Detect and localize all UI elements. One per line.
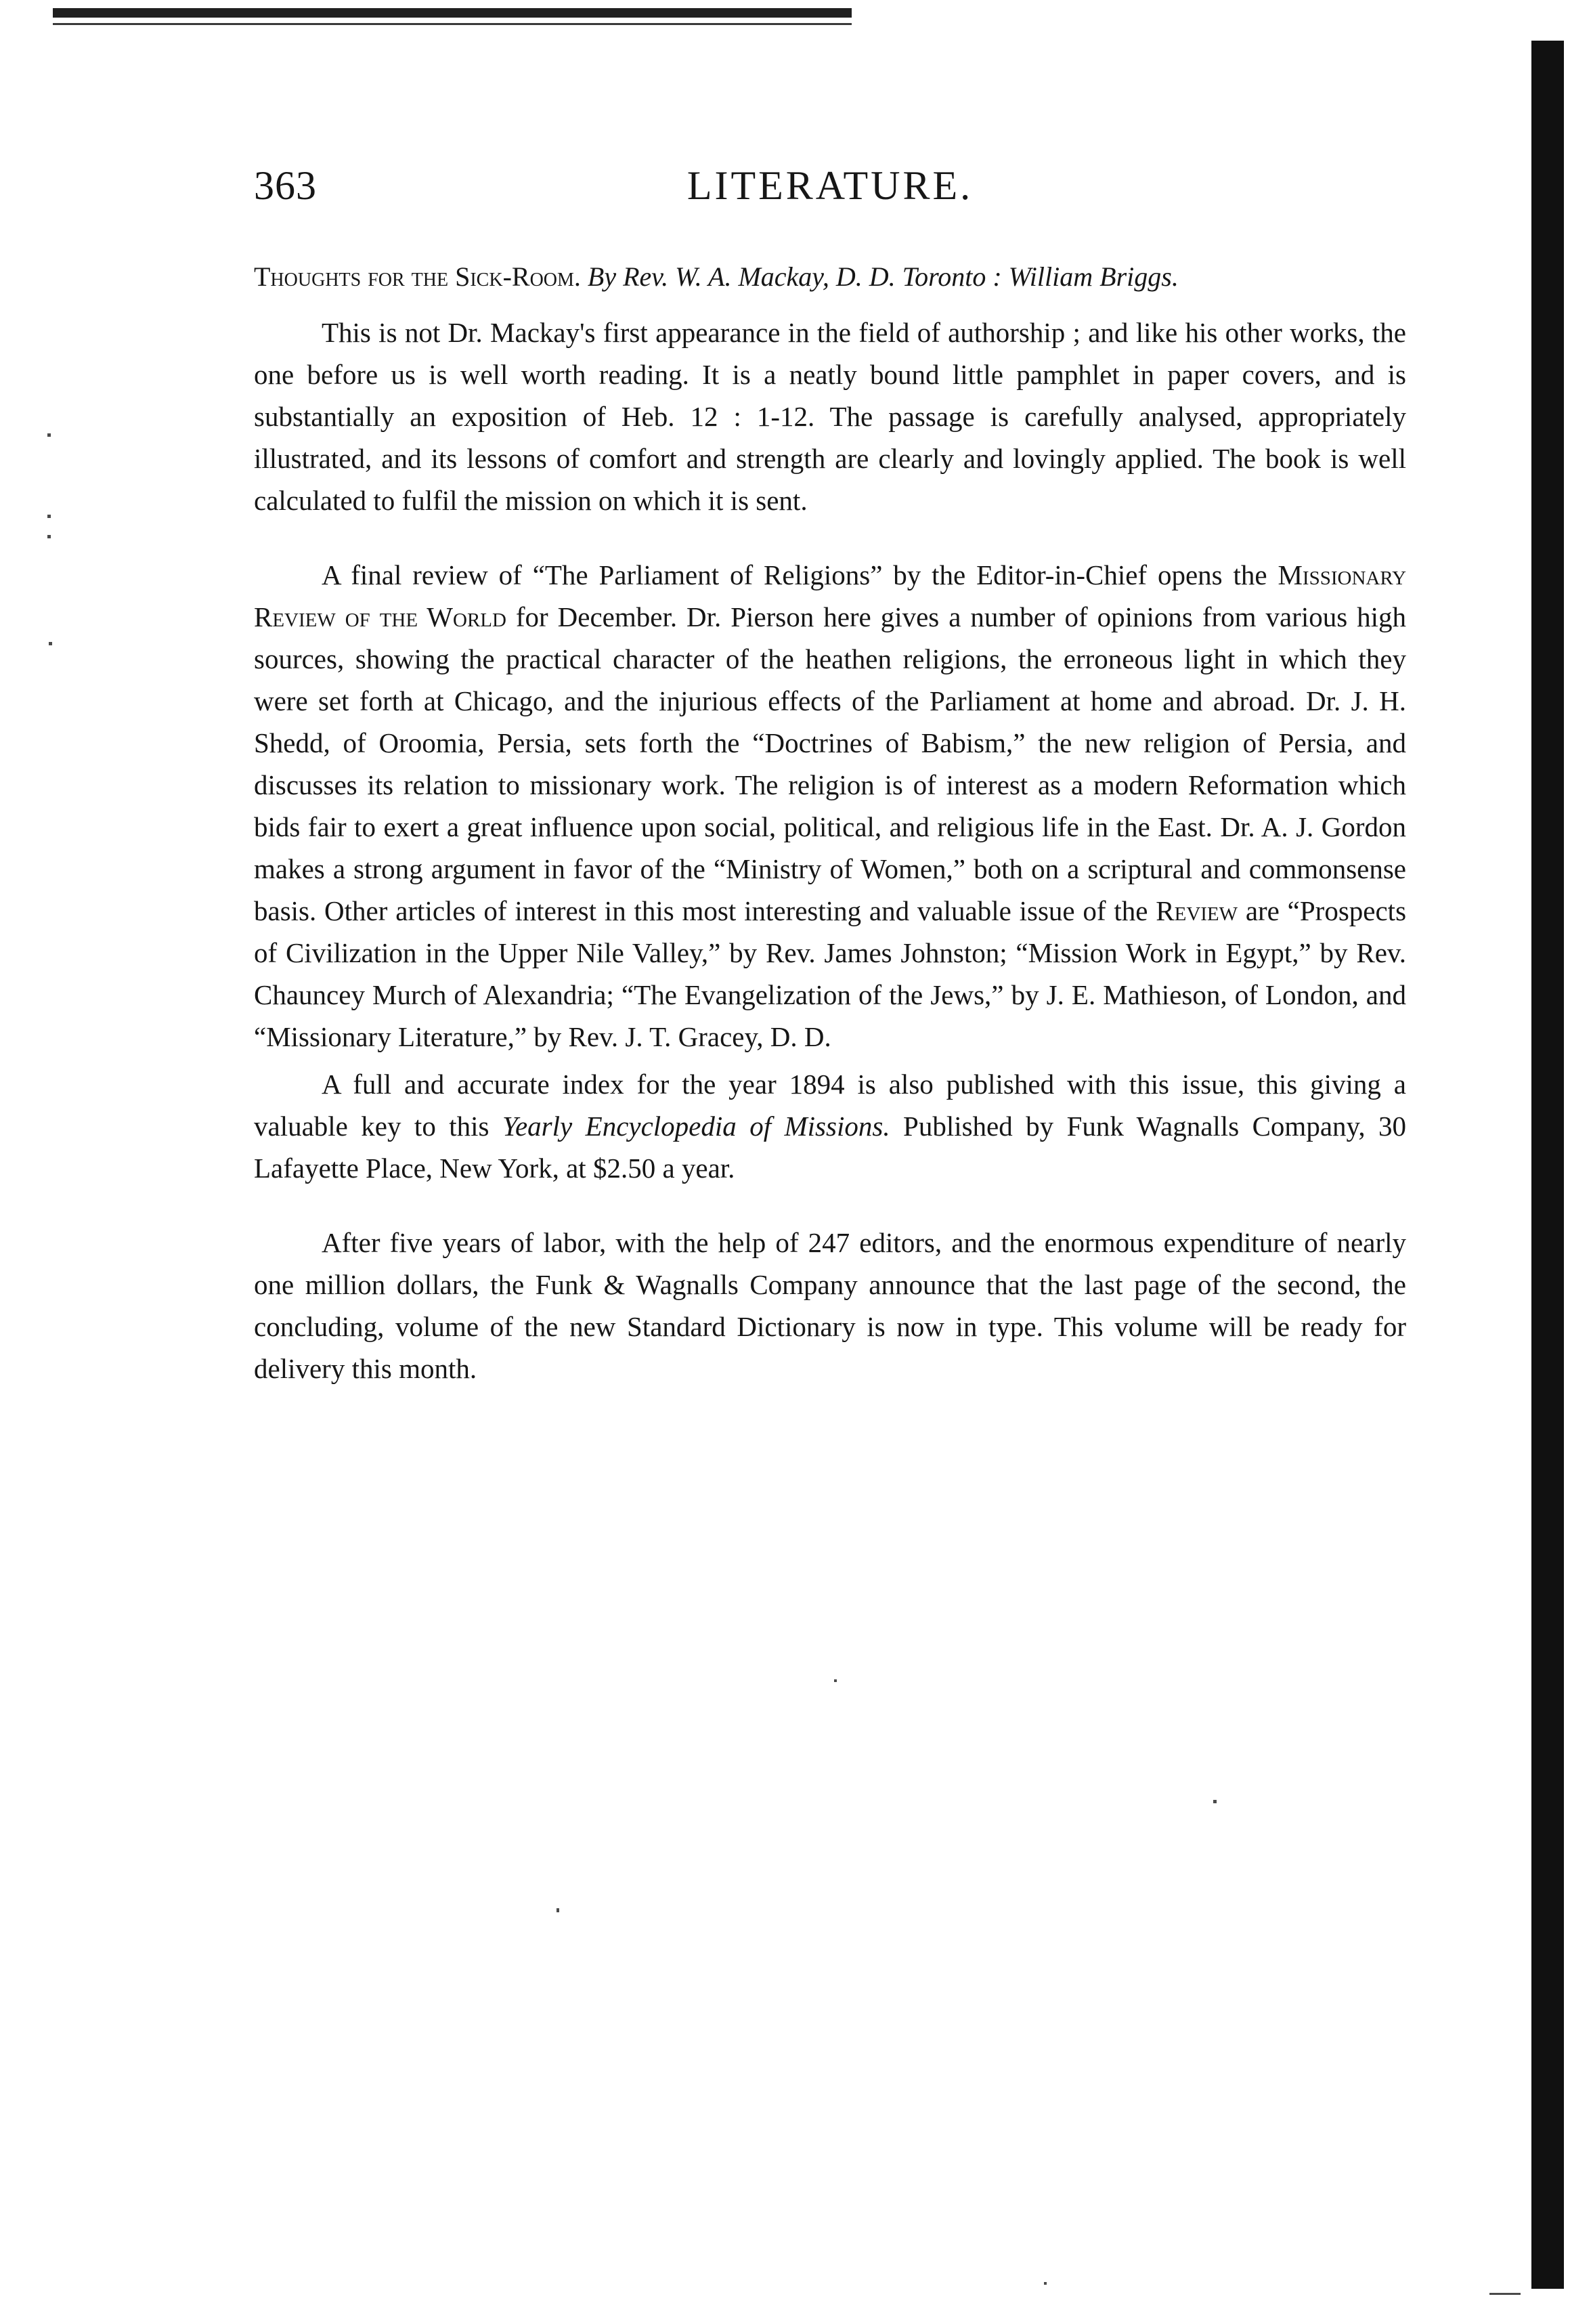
scan-speck <box>47 535 51 538</box>
scan-speck <box>49 642 52 645</box>
running-head <box>254 149 1406 217</box>
scan-speck <box>1213 1800 1217 1803</box>
dictionary-paragraph: After five years of labor, with the help of 247 editors, and the enormous expenditure of nearly one million dollars, the Funk & Wagnalls Company announce that the last page of the second, the concluding, volume of the new Standard Dictionary is now in type. This volume will be ready for delivery this month. <box>254 1227 1406 1384</box>
periodical-paragraph <box>254 554 1406 1058</box>
top-border-rule <box>53 8 852 18</box>
page-content <box>254 149 1406 1390</box>
book-author: By Rev. W. A. Mackay, D. D. <box>587 261 896 292</box>
encyclopedia-title: Yearly Encyclopedia of Missions. <box>502 1111 890 1142</box>
review-paragraph: This is not Dr. Mackay's first appearance in the field of authorship ; and like his other works, the one before us is well worth reading. It is a neatly bound little pamphlet in paper covers, and is substantially an exposition of Heb. 12 : 1-12. The passage is carefully analysed, appropriately illustrated, and its lessons of comfort and strength are clearly and lovingly applied. The book is well calculated to fulfil the mission on which it is sent. <box>254 317 1406 516</box>
scan-speck <box>834 1679 837 1682</box>
index-paragraph <box>254 1063 1406 1189</box>
scan-speck <box>557 1908 559 1912</box>
scan-speck <box>1489 2293 1521 2295</box>
scan-speck <box>1044 2282 1047 2285</box>
scan-speck <box>47 515 51 518</box>
periodical-text: are “Prospects of Civilization in the Upper Nile Valley,” by Rev. James Johnston; “Mission Work in Egypt,” by Rev. Chauncey Murch of Alexandria; “The Evangelization of the Jews,” by J. E. Mathieson, of London, and “Missionary Literature,” by Rev. J. T. Gracey, D. D. <box>254 895 1407 1052</box>
page-edge-shadow <box>1531 41 1564 2289</box>
periodical-name: Missionary Review of the World <box>254 559 1407 632</box>
top-border-rule-thin <box>53 23 852 25</box>
index-text: Published by Funk Wagnalls Company, 30 Lafayette Place, New York, at $2.50 a year. <box>254 1111 1407 1184</box>
book-publisher: Toronto : William Briggs. <box>902 261 1179 292</box>
periodical-text: A final review of “The Parliament of Religions” by the Editor-in-Chief opens the <box>322 559 1267 590</box>
scan-speck <box>47 433 51 437</box>
periodical-text: for December. Dr. Pierson here gives a number of opinions from various high sources, showing the practical character of the heathen religions, the erroneous light in which they were set forth at Chicago, and the injurious effects of the Parliament at home and abroad. Dr. J. H. Shedd, of Oroomia, Persia, sets forth the “Doctrines of Babism,” the new religion of Persia, and discusses its relation to missionary work. The religion is of interest as a modern Reformation which bids fair to exert a great influence upon social, political, and religious life in the East. Dr. A. J. Gordon makes a strong argument in favor of the “Ministry of Women,” both on a scriptural and commonsense basis. Other articles of interest in this most interesting and valuable issue of the <box>254 601 1407 926</box>
book-notice <box>254 257 1406 297</box>
page-number: 363 <box>254 163 317 208</box>
index-text: A full and accurate index for the year 1894 is also published with this issue, this giving a valuable key to this <box>254 1069 1406 1142</box>
periodical-short-name: Review <box>1156 895 1238 926</box>
book-title: Thoughts for the Sick-Room. <box>254 261 581 292</box>
section-title: LITERATURE. <box>686 163 974 208</box>
